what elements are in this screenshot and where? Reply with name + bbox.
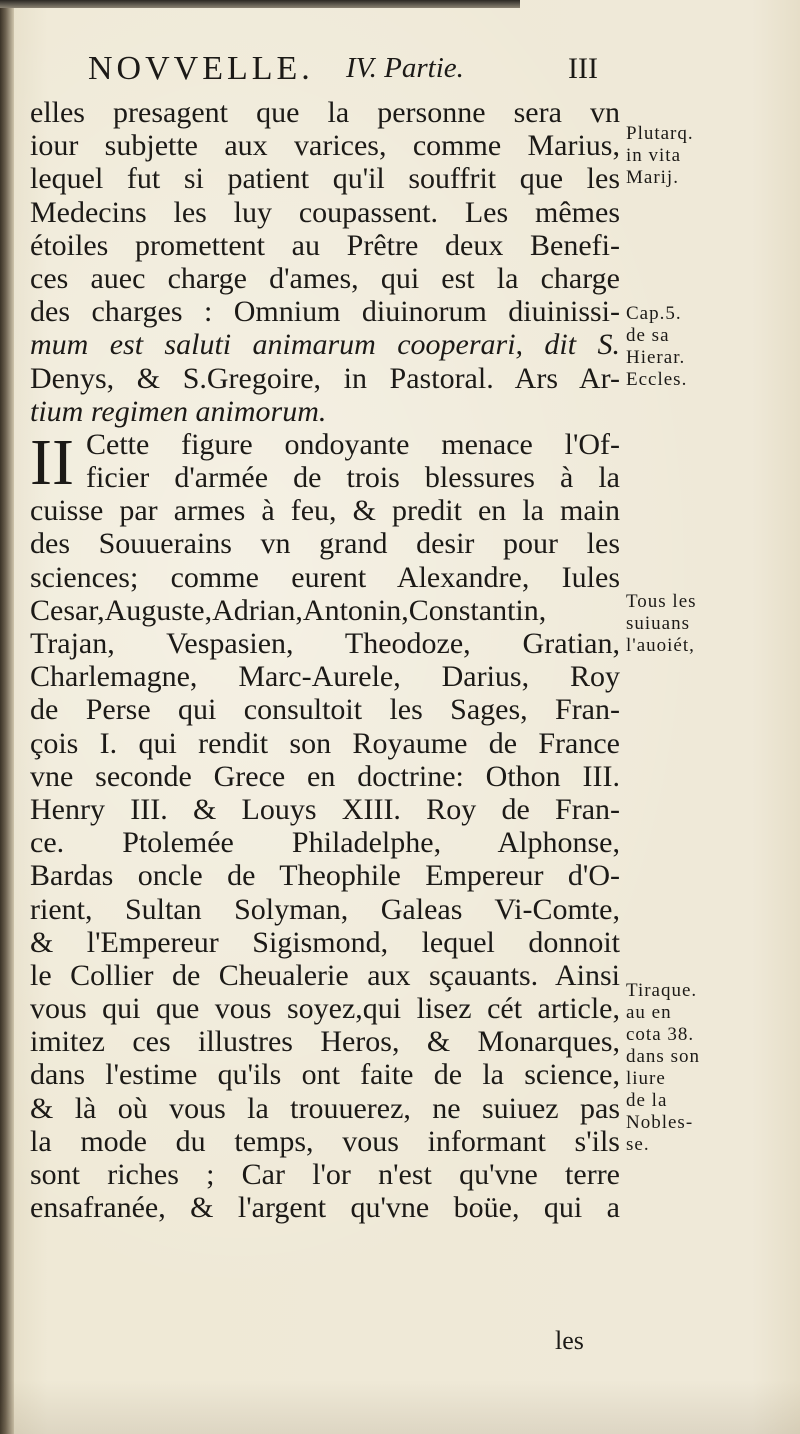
text-line: Cesar,Auguste,Adrian,Antonin,Constantin, — [30, 593, 547, 627]
text-line: sont riches ; Car l'or n'est qu'vne terre — [30, 1158, 620, 1191]
drop-cap: II — [30, 425, 74, 499]
margin-note-line: Tous les — [626, 591, 697, 612]
page-header — [88, 50, 628, 100]
text-line: & l'Empereur Sigismond, lequel donnoit — [30, 925, 620, 959]
text-line: tium regimen animorum. — [30, 394, 327, 428]
text-line: imitez ces illustres Heros, & Monarques, — [30, 1025, 620, 1059]
text-line: Medecins les luy coupassent. Les mêmes — [30, 195, 620, 229]
text-line: des Souuerains vn grand desir pour les — [30, 527, 620, 561]
margin-note-line: Tiraque. — [626, 980, 698, 1001]
text-line: rient, Sultan Solyman, Galeas Vi-Comte, — [30, 892, 620, 926]
text-line: de Perse qui consultoit les Sages, Fran- — [30, 693, 620, 727]
margin-note-line: de sa — [626, 325, 670, 346]
text-line: elles presagent que la personne sera vn — [30, 96, 620, 129]
text-line: Charlemagne, Marc-Aurele, Darius, Roy — [30, 660, 620, 694]
margin-note-line: au en — [626, 1002, 672, 1023]
text-line: cuisse par armes à feu, & predit en la main — [30, 494, 620, 528]
margin-note-line: in vita — [626, 145, 682, 166]
top-edge-shadow — [0, 0, 520, 8]
paragraph-two — [30, 425, 620, 1225]
margin-note-line: liure — [626, 1068, 666, 1089]
page-binding-edge — [0, 0, 14, 1434]
text-line: ces auec charge d'ames, qui est la charge — [30, 261, 620, 295]
text-line: lequel fut si patient qu'il souffrit que les — [30, 162, 620, 196]
text-line: Bardas oncle de Theophile Empereur d'O- — [30, 859, 620, 893]
text-line: Denys, & S.Gregoire, in Pastoral. Ars Ar- — [30, 361, 620, 395]
margin-note-line: suiuans — [626, 613, 690, 634]
text-line: étoiles promettent au Prêtre deux Benefi- — [30, 228, 620, 262]
margin-note-line: Plutarq. — [626, 123, 694, 144]
margin-note-plutarch — [626, 123, 798, 189]
margin-note-line: dans son — [626, 1046, 700, 1067]
text-line: des charges : Omnium diuinorum diuinissi- — [30, 295, 620, 329]
text-line: çois I. qui rendit son Royaume de France — [30, 726, 620, 760]
margin-note-all-following — [626, 591, 798, 657]
text-line: dans l'estime qu'ils ont faite de la science, — [30, 1058, 620, 1092]
running-title: NOVVELLE. — [88, 50, 314, 87]
text-line: vous qui que vous soyez,qui lisez cét article, — [30, 992, 620, 1026]
text-line: Trajan, Vespasien, Theodoze, Gratian, — [30, 627, 620, 660]
margin-note-tiraque — [626, 980, 798, 1156]
margin-note-line: Eccles. — [626, 369, 688, 390]
margin-note-line: Nobles- — [626, 1112, 694, 1133]
margin-note-hierarchy — [626, 303, 798, 391]
text-line: sciences; comme eurent Alexandre, Iules — [30, 560, 620, 594]
catchword: les — [555, 1326, 584, 1355]
margin-note-line: cota 38. — [626, 1024, 695, 1045]
text-line: iour subjette aux varices, comme Marius, — [30, 129, 620, 163]
margin-note-line: l'auoiét, — [626, 635, 695, 656]
text-line: ensafranée, & l'argent qu'vne boüe, qui a — [30, 1191, 620, 1225]
text-line: la mode du temps, vous informant s'ils — [30, 1124, 620, 1158]
main-text-block — [30, 96, 620, 1224]
page-number: III — [568, 52, 598, 85]
text-line: mum est saluti animarum cooperari, dit S. — [30, 328, 620, 362]
bottom-page-shading — [0, 1380, 800, 1434]
part-title: IV. Partie. — [346, 52, 464, 84]
margin-note-line: Hierar. — [626, 347, 686, 368]
margin-note-line: se. — [626, 1134, 650, 1155]
text-line: ce. Ptolemée Philadelphe, Alphonse, — [30, 826, 620, 860]
margin-note-line: de la — [626, 1090, 668, 1111]
text-line: Cette figure ondoyante menace l'Of- — [86, 427, 620, 461]
margin-note-line: Cap.5. — [626, 303, 682, 324]
margin-note-line: Marij. — [626, 167, 679, 188]
text-line: le Collier de Cheualerie aux sçauants. Ainsi — [30, 958, 620, 992]
text-line: Henry III. & Louys XIII. Roy de Fran- — [30, 792, 620, 826]
text-line: ficier d'armée de trois blessures à la — [86, 461, 620, 495]
text-line: & là où vous la trouuerez, ne suiuez pas — [30, 1091, 620, 1125]
text-line: vne seconde Grece en doctrine: Othon III. — [30, 759, 620, 793]
